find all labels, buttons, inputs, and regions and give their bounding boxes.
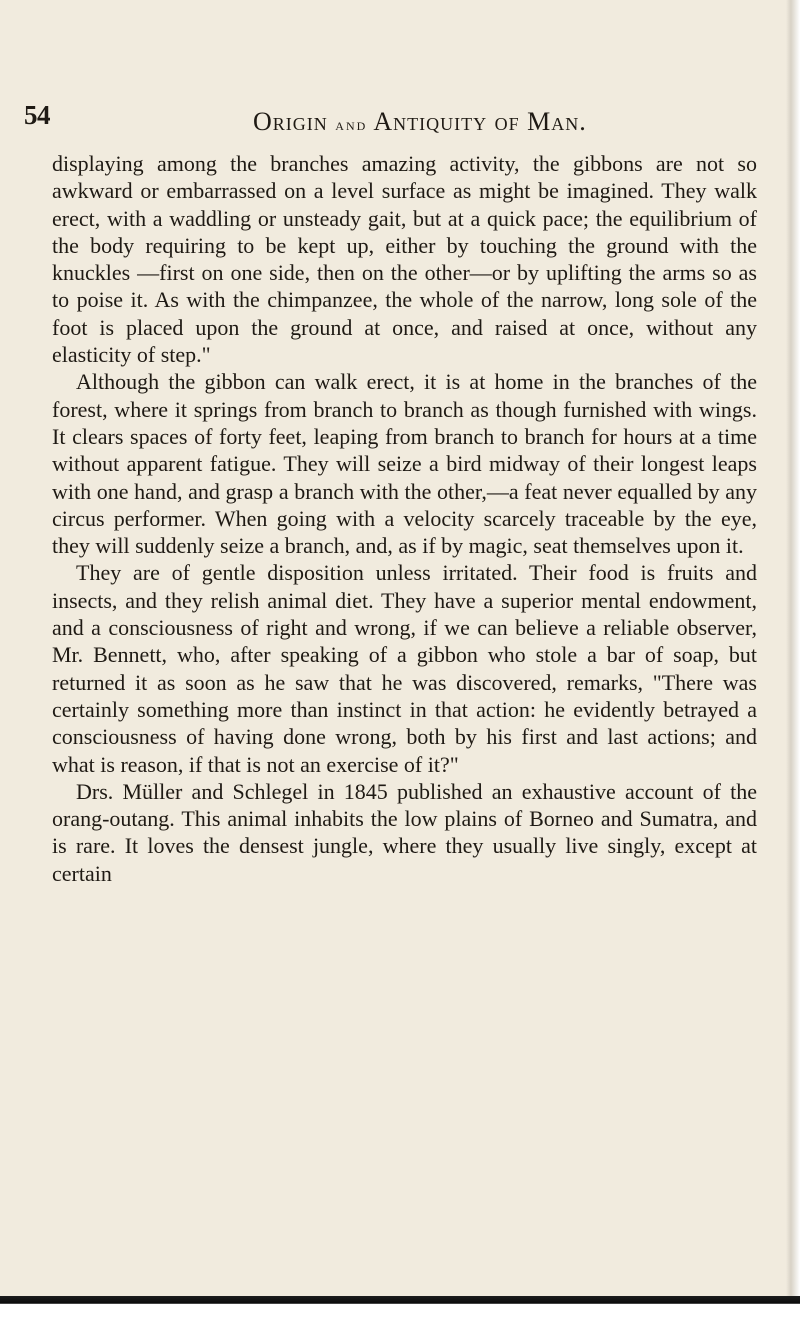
running-head [253,107,587,137]
paragraph-continuation: displaying among the branches amazing activity, the gibbons are not so awkward or embarrassed on a level surface as might be imagined. They walk erect, with a waddling or unsteady gait, but at a quick pace; the equilibrium of the body requiring to be kept up, either by touching the ground with the knuckles —first on one side, then on the other—or by uplifting the arms so as to poise it. As with the chimpanzee, the whole of the narrow, long sole of the foot is placed upon the ground at once, and raised at once, without any elasticity of step." [52,151,757,368]
body-text [52,150,757,887]
running-head-and: and [335,115,368,134]
page-number: 54 [24,100,50,130]
running-head-origin: Origin [253,107,328,136]
paragraph-gibbon-leaping: Although the gibbon can walk erect, it is at home in the branches of the forest, where it springs from branch to branch as though furnished with wings. It clears spaces of forty feet, leaping from branch to branch for hours at a time without apparent fatigue. They will seize a bird midway of their longest leaps with one hand, and grasp a branch with the other,—a feat never equalled by any circus performer. When going with a velocity scarcely traceable by the eye, they will suddenly seize a branch, and, as if by magic, seat themselves upon it. [52,369,757,559]
paragraph-gentle-disposition: They are of gentle disposition unless irritated. Their food is fruits and insects, and they relish animal diet. They have a superior mental endowment, and a consciousness of right and wrong, if we can believe a reliable observer, Mr. Bennett, who, after speaking of a gibbon who stole a bar of soap, but returned it as soon as he saw that he was discovered, remarks, "There was certainly something more than instinct in that action: he evidently betrayed a consciousness of having done wrong, both by his first and last actions; and what is reason, if that is not an exercise of it?" [52,560,757,777]
scan-bottom-edge [0,1296,800,1333]
paragraph-orang-outang: Drs. Müller and Schlegel in 1845 published an exhaustive account of the orang-outang. This animal inhabits the low plains of Borneo and Sumatra, and is rare. It loves the densest jungle, where they usually live singly, except at certain [52,778,757,886]
running-head-title: Antiquity of Man. [373,107,587,136]
page-edge-shadow [786,0,800,1333]
